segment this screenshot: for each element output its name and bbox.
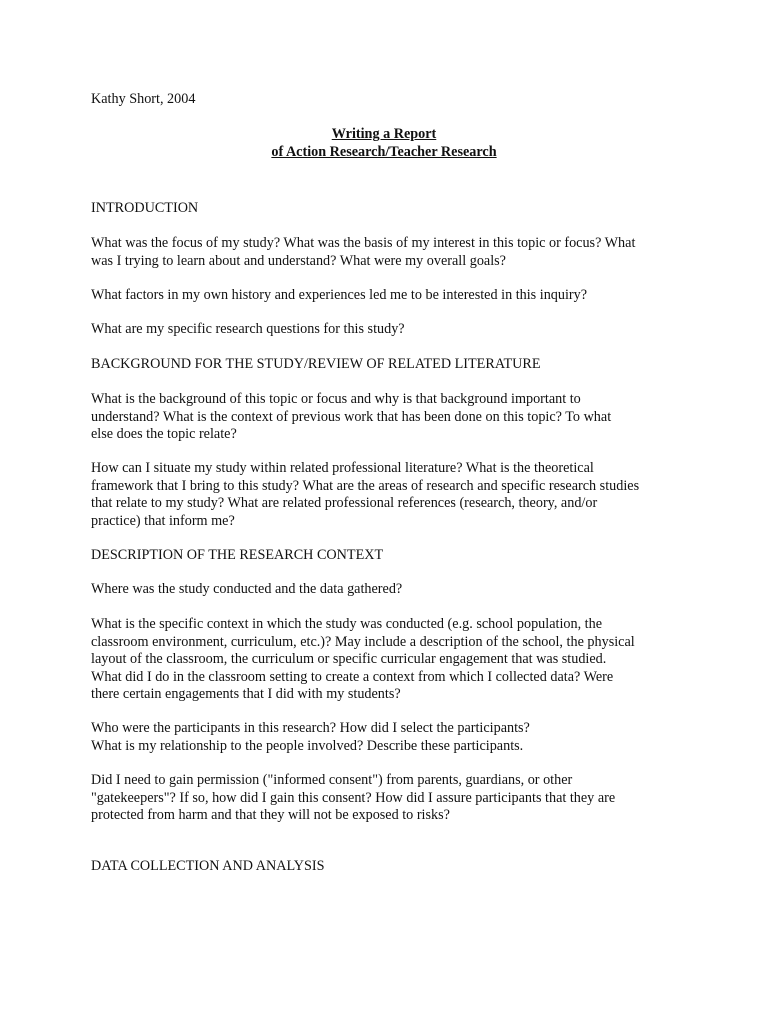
text-line: What is my relationship to the people involved? Describe these participants. bbox=[91, 737, 524, 754]
text-line: "gatekeepers"? If so, how did I gain this consent? How did I assure participants that they are bbox=[91, 789, 616, 806]
text-line: framework that I bring to this study? What are the areas of research and specific research studies bbox=[91, 477, 640, 494]
paragraph bbox=[91, 460, 691, 530]
text-line: there certain engagements that I did with my students? bbox=[91, 686, 401, 702]
text-line: What are my specific research questions for this study? bbox=[91, 321, 405, 337]
text-line: What factors in my own history and experiences led me to be interested in this inquiry? bbox=[91, 287, 588, 303]
paragraph bbox=[91, 321, 691, 339]
text-line: What is the specific context in which the study was conducted (e.g. school population, the bbox=[91, 616, 603, 632]
paragraph bbox=[91, 720, 691, 755]
section-heading-background: BACKGROUND FOR THE STUDY/REVIEW OF RELATED LITERATURE bbox=[91, 356, 541, 372]
text-line: was I trying to learn about and understand? What were my overall goals? bbox=[91, 252, 506, 269]
text-line: layout of the classroom, the curriculum or specific curricular engagement that was studied. bbox=[91, 651, 607, 667]
text-line: else does the topic relate? bbox=[91, 426, 237, 442]
title-line-2: of Action Research/Teacher Research bbox=[271, 143, 497, 160]
document-title bbox=[0, 126, 768, 161]
paragraph bbox=[91, 772, 691, 825]
section-heading-research-context: DESCRIPTION OF THE RESEARCH CONTEXT bbox=[91, 547, 384, 563]
text-line: classroom environment, curriculum, etc.)? May include a description of the school, the physical bbox=[91, 633, 635, 650]
paragraph bbox=[91, 391, 691, 444]
text-line: What is the background of this topic or focus and why is that background important to bbox=[91, 391, 581, 407]
paragraph bbox=[91, 235, 691, 270]
text-line: How can I situate my study within related professional literature? What is the theoretical bbox=[91, 460, 594, 476]
paragraph bbox=[91, 287, 691, 305]
text-line: practice) that inform me? bbox=[91, 512, 235, 529]
paragraph bbox=[91, 616, 691, 704]
text-line: Who were the participants in this research? How did I select the participants? bbox=[91, 720, 530, 736]
section-heading-introduction: INTRODUCTION bbox=[91, 200, 199, 216]
title-line-1: Writing a Report bbox=[331, 126, 437, 142]
text-line: Did I need to gain permission ("informed consent") from parents, guardians, or other bbox=[91, 772, 573, 788]
text-line: understand? What is the context of previous work that has been done on this topic? To what bbox=[91, 408, 612, 425]
text-line: What did I do in the classroom setting to create a context from which I collected data? Were bbox=[91, 668, 614, 685]
author-line: Kathy Short, 2004 bbox=[91, 91, 196, 107]
text-line: protected from harm and that they will not be exposed to risks? bbox=[91, 807, 450, 823]
paragraph bbox=[91, 581, 691, 599]
text-line: What was the focus of my study? What was the basis of my interest in this topic or focus? What bbox=[91, 235, 636, 251]
text-line: Where was the study conducted and the data gathered? bbox=[91, 581, 403, 597]
text-line: that relate to my study? What are related professional references (research, theory, and/or bbox=[91, 495, 598, 511]
section-heading-data-collection: DATA COLLECTION AND ANALYSIS bbox=[91, 858, 325, 874]
